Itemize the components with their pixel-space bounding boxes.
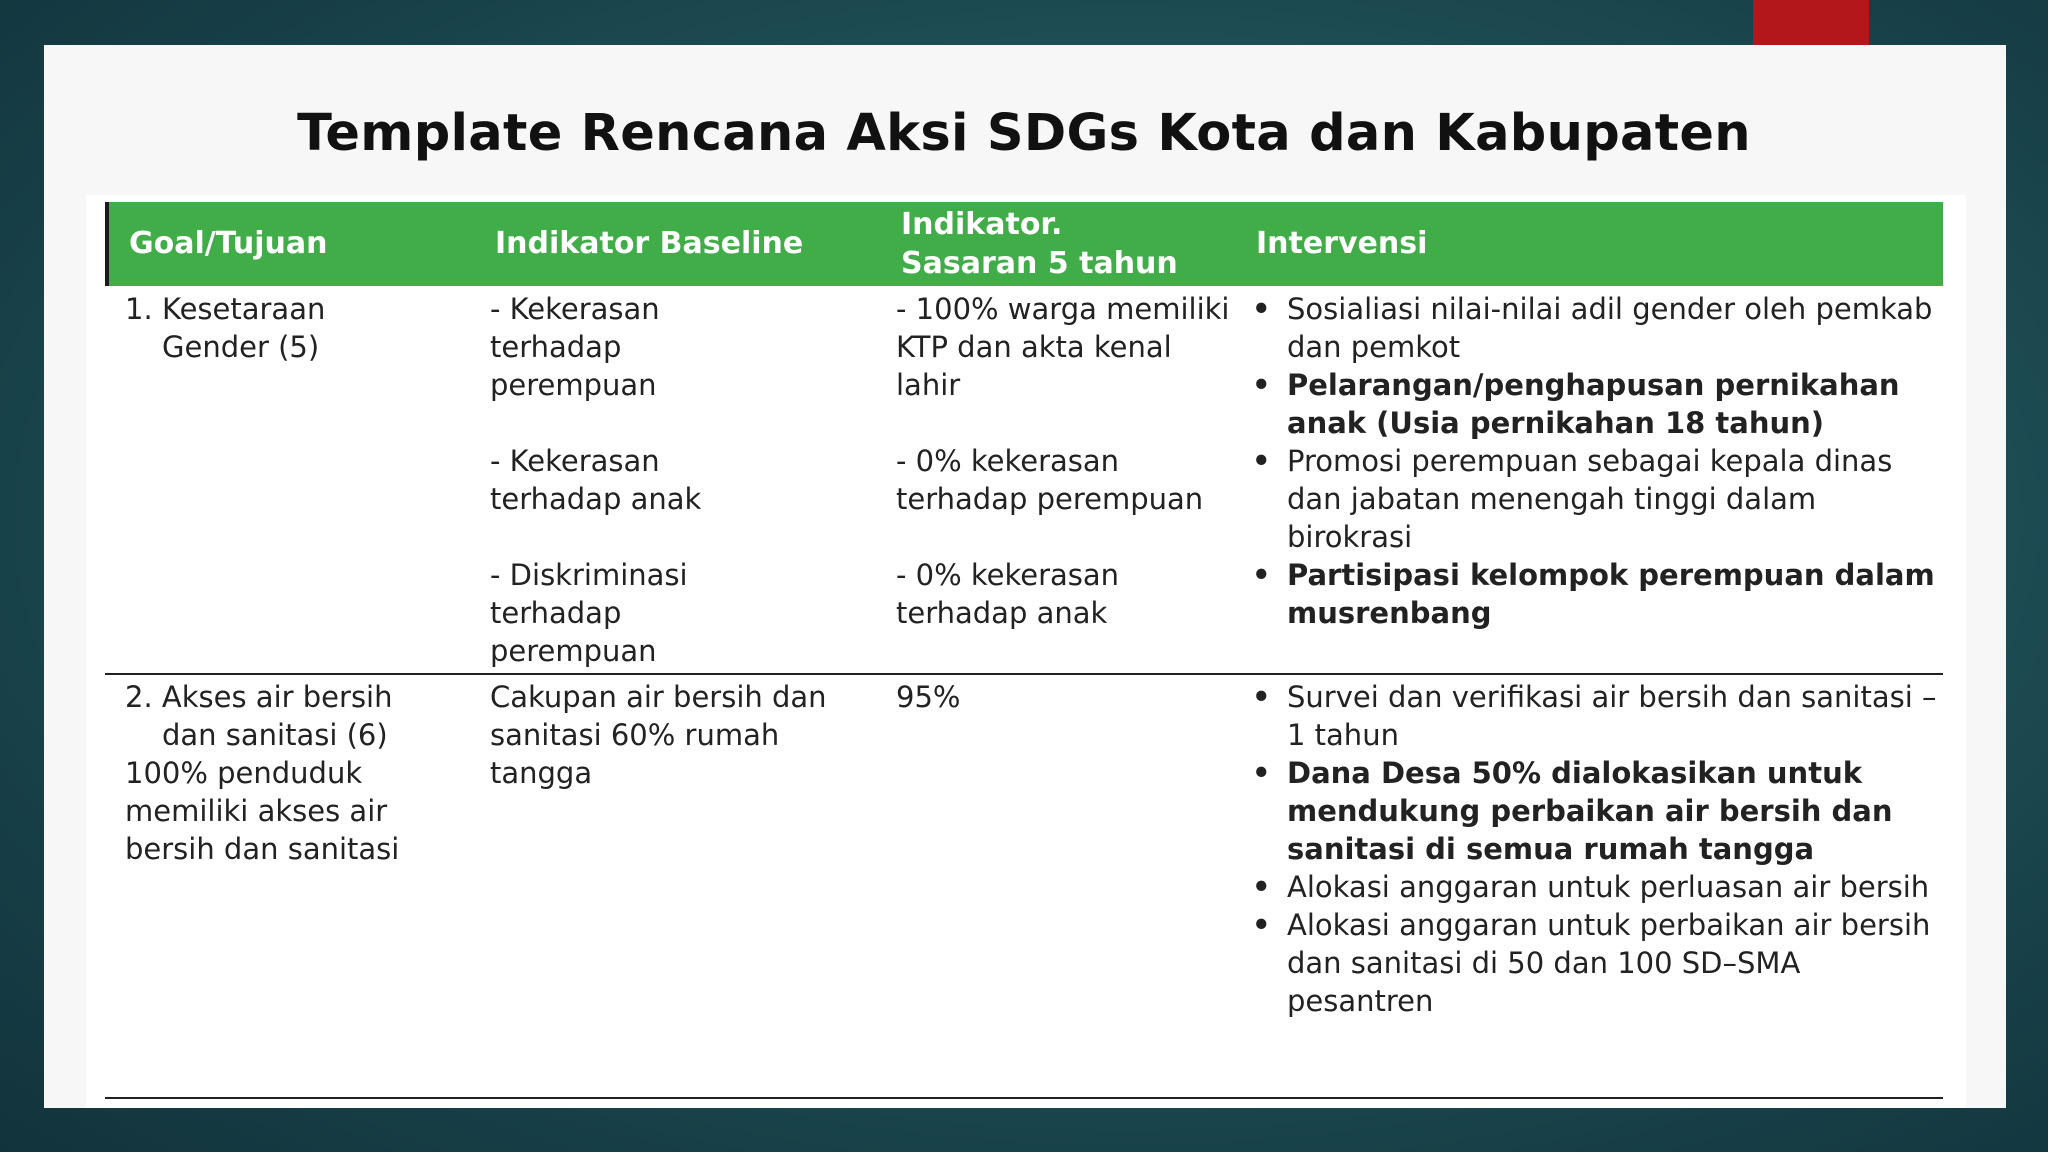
header-intervention: Intervensi xyxy=(1256,226,1428,261)
intervention-item: • Partisipasi kelompok perempuan dalam musrenbang xyxy=(1250,556,1940,632)
row2-target-text: 95% xyxy=(896,680,961,714)
row2-intervention-list xyxy=(1250,678,1940,1020)
row1-target xyxy=(896,290,1231,632)
row2-target xyxy=(896,678,1196,716)
slide-title: Template Rencana Aksi SDGs Kota dan Kabupaten xyxy=(297,104,1751,163)
row2-baseline xyxy=(490,678,840,792)
row1-goal-number: 1. xyxy=(125,292,153,326)
row2-goal xyxy=(125,678,460,868)
row1-target-item: - 100% warga memiliki KTP dan akta kenal lahir xyxy=(896,292,1230,402)
row2-goal-line1: 2. Akses air bersih xyxy=(125,680,393,714)
intervention-item: • Promosi perempuan sebagai kepala dinas dan jabatan menengah tinggi dalam birokrasi xyxy=(1250,442,1940,556)
table-header-row xyxy=(105,202,1943,286)
header-target-line2: Sasaran 5 tahun xyxy=(901,246,1178,281)
row1-goal-line1: Kesetaraan xyxy=(162,292,326,326)
row1-interventions xyxy=(1250,290,1940,632)
row2-goal-line3: 100% penduduk memiliki akses air bersih dan sanitasi xyxy=(125,756,400,866)
intervention-item: • Alokasi anggaran untuk perbaikan air bersih dan sanitasi di 50 dan 100 SD–SMA pesantren xyxy=(1250,906,1940,1020)
row2-goal-line2: dan sanitasi (6) xyxy=(162,718,388,752)
row1-baseline-item: - Kekerasan terhadap perempuan xyxy=(490,292,660,402)
row1-goal xyxy=(125,290,465,366)
row1-baseline xyxy=(490,290,790,670)
row2-interventions xyxy=(1250,678,1940,1020)
row1-baseline-item: - Kekerasan terhadap anak xyxy=(490,444,702,516)
row1-intervention-list xyxy=(1250,290,1940,632)
intervention-item: • Pelarangan/penghapusan pernikahan anak (Usia pernikahan 18 tahun) xyxy=(1250,366,1940,442)
accent-bar xyxy=(1753,0,1869,45)
intervention-item: • Dana Desa 50% dialokasikan untuk mendukung perbaikan air bersih dan sanitasi di semua rumah tangga xyxy=(1250,754,1940,868)
header-baseline: Indikator Baseline xyxy=(495,226,804,261)
intervention-item: • Alokasi anggaran untuk perluasan air bersih xyxy=(1250,868,1940,906)
row2-baseline-text: Cakupan air bersih dan sanitasi 60% rumah tangga xyxy=(490,680,827,790)
row1-target-item: - 0% kekerasan terhadap anak xyxy=(896,558,1120,630)
row1-baseline-item: - Diskriminasi terhadap perempuan xyxy=(490,558,688,668)
header-target-line1: Indikator. xyxy=(901,207,1063,242)
header-goal: Goal/Tujuan xyxy=(129,226,328,261)
intervention-item: • Sosialiasi nilai-nilai adil gender oleh pemkab dan pemkot xyxy=(1250,290,1940,366)
row1-goal-line2: Gender (5) xyxy=(162,330,320,364)
row1-target-item: - 0% kekerasan terhadap perempuan xyxy=(896,444,1204,516)
table-bottom-rule xyxy=(105,1097,1943,1099)
header-target xyxy=(901,205,1178,283)
row-divider xyxy=(105,673,1943,675)
intervention-item: • Survei dan verifikasi air bersih dan sanitasi –1 tahun xyxy=(1250,678,1940,754)
